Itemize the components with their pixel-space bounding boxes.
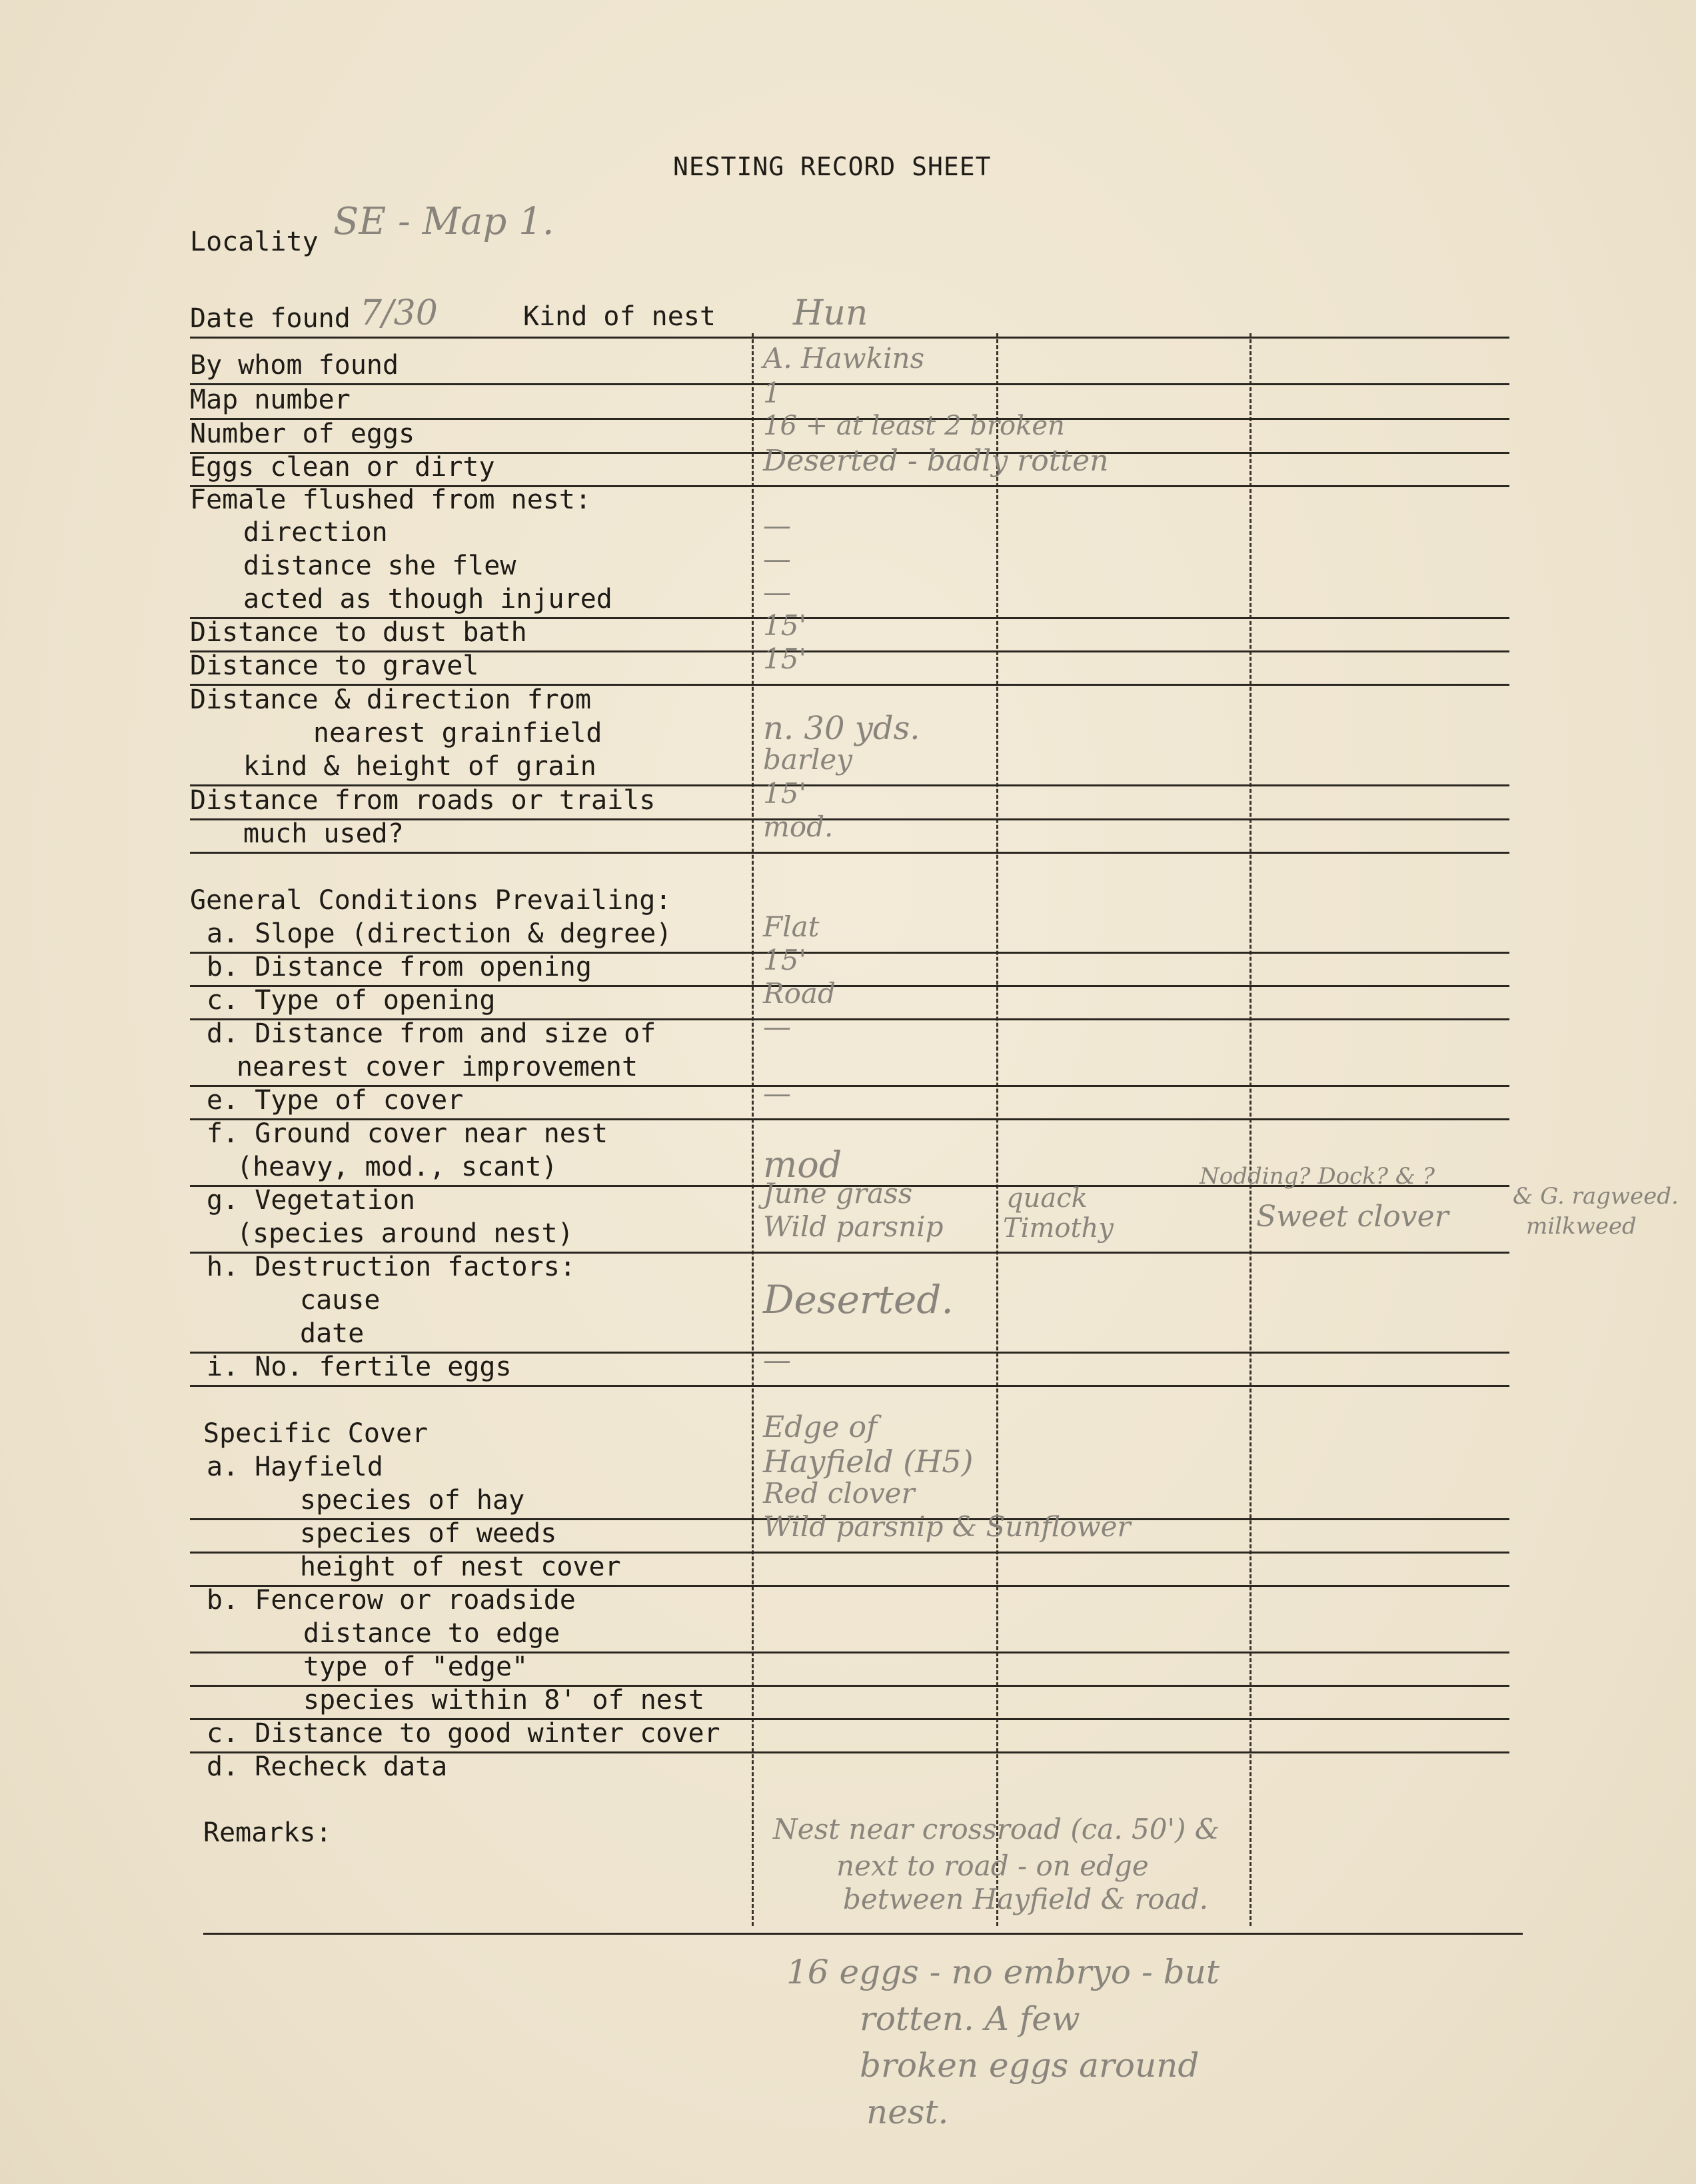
field-value: n. 30 yds. bbox=[763, 710, 920, 747]
field-label: kind & height of grain bbox=[243, 751, 596, 782]
field-value: Hayfield (H5) bbox=[763, 1444, 974, 1480]
field-value: 1 bbox=[763, 377, 781, 409]
field-label: Map number bbox=[190, 385, 351, 415]
field-value: — bbox=[763, 576, 791, 608]
field-value: 15' bbox=[763, 944, 806, 976]
field-label: acted as though injured bbox=[243, 584, 612, 614]
field-label: c. Type of opening bbox=[207, 985, 496, 1016]
remarks-line-2: next to road - on edge bbox=[836, 1849, 1149, 1882]
field-value: — bbox=[763, 509, 791, 542]
field-label: Female flushed from nest: bbox=[190, 485, 592, 515]
field-label: Specific Cover bbox=[203, 1418, 428, 1449]
column-divider bbox=[752, 333, 754, 1926]
footnote-line-4: nest. bbox=[866, 2093, 949, 2131]
field-label: Distance to dust bath bbox=[190, 617, 527, 648]
field-value: Wild parsnip bbox=[763, 1210, 944, 1243]
vegetation-col3-b: Sweet clover bbox=[1256, 1200, 1449, 1234]
field-label: height of nest cover bbox=[300, 1552, 621, 1582]
field-label: much used? bbox=[243, 818, 404, 849]
field-value: Edge of bbox=[763, 1410, 878, 1444]
rule-line bbox=[190, 383, 1509, 385]
remarks-line-3: between Hayfield & road. bbox=[843, 1883, 1208, 1915]
field-label: d. Recheck data bbox=[207, 1751, 448, 1782]
field-label: (species around nest) bbox=[237, 1218, 574, 1249]
field-value: mod. bbox=[763, 810, 834, 843]
field-label: distance to edge bbox=[303, 1618, 560, 1649]
field-value: 16 + at least 2 broken bbox=[763, 411, 1065, 441]
rule-line bbox=[190, 852, 1509, 854]
field-label: direction bbox=[243, 517, 388, 548]
locality-value: SE - Map 1. bbox=[333, 200, 554, 243]
rule-line bbox=[190, 1385, 1509, 1387]
field-value: 15' bbox=[763, 777, 806, 810]
sheet-title: NESTING RECORD SHEET bbox=[673, 152, 992, 181]
field-label: b. Distance from opening bbox=[207, 952, 592, 982]
kind-of-nest-label: Kind of nest bbox=[523, 301, 716, 332]
rule-line bbox=[203, 1933, 1523, 1935]
field-label: species of hay bbox=[300, 1485, 525, 1516]
field-value: barley bbox=[763, 743, 853, 776]
field-value: Deserted - badly rotten bbox=[763, 444, 1109, 478]
vegetation-col4-a: & G. ragweed. bbox=[1513, 1183, 1679, 1210]
footnote-line-1: 16 eggs - no embryo - but bbox=[786, 1953, 1220, 1991]
remarks-line-1: Nest near crossroad (ca. 50') & bbox=[773, 1813, 1220, 1845]
field-value: 15' bbox=[763, 609, 806, 642]
field-label: Number of eggs bbox=[190, 419, 415, 449]
field-label: c. Distance to good winter cover bbox=[207, 1718, 720, 1749]
rule-line bbox=[190, 337, 1509, 339]
column-divider bbox=[996, 333, 998, 1926]
field-label: a. Hayfield bbox=[207, 1452, 383, 1482]
field-label: species of weeds bbox=[300, 1518, 557, 1549]
field-label: Distance from roads or trails bbox=[190, 785, 656, 816]
field-label: i. No. fertile eggs bbox=[207, 1352, 512, 1382]
field-label: distance she flew bbox=[243, 550, 516, 581]
field-value: Wild parsnip & Sunflower bbox=[763, 1510, 1131, 1543]
field-label: General Conditions Prevailing: bbox=[190, 885, 672, 916]
field-label: date bbox=[300, 1318, 365, 1349]
field-label: a. Slope (direction & degree) bbox=[207, 918, 672, 949]
field-value: A. Hawkins bbox=[763, 342, 925, 375]
field-label: nearest cover improvement bbox=[237, 1052, 638, 1082]
field-label: f. Ground cover near nest bbox=[207, 1118, 608, 1149]
field-label: (heavy, mod., scant) bbox=[237, 1152, 558, 1182]
vegetation-col2-b: Timothy bbox=[1003, 1213, 1114, 1244]
field-value: — bbox=[763, 1010, 791, 1043]
field-label: type of "edge" bbox=[303, 1651, 528, 1682]
vegetation-col2-a: quack bbox=[1006, 1183, 1088, 1214]
vegetation-col3-a: Nodding? Dock? & ? bbox=[1200, 1163, 1435, 1190]
kind-of-nest-value: Hun bbox=[793, 293, 868, 333]
field-label: Eggs clean or dirty bbox=[190, 452, 495, 483]
field-label: h. Destruction factors: bbox=[207, 1252, 576, 1282]
field-label: species within 8' of nest bbox=[303, 1685, 705, 1715]
field-value: Red clover bbox=[763, 1477, 915, 1510]
field-value: — bbox=[763, 1077, 791, 1110]
field-value: — bbox=[763, 1344, 791, 1376]
date-found-value: 7/30 bbox=[360, 293, 438, 333]
remarks-label: Remarks: bbox=[203, 1817, 332, 1848]
field-value: 15' bbox=[763, 642, 806, 675]
field-value: — bbox=[763, 543, 791, 575]
field-label: e. Type of cover bbox=[207, 1085, 464, 1116]
field-value: Flat bbox=[763, 910, 820, 943]
field-label: d. Distance from and size of bbox=[207, 1018, 656, 1049]
field-label: g. Vegetation bbox=[207, 1185, 416, 1216]
field-value: Deserted. bbox=[763, 1277, 954, 1322]
footnote-line-2: rotten. A few bbox=[860, 1999, 1080, 2038]
field-label: Distance & direction from bbox=[190, 684, 592, 715]
field-value: mod bbox=[763, 1144, 842, 1186]
field-label: b. Fencerow or roadside bbox=[207, 1585, 576, 1616]
field-value: June grass bbox=[763, 1177, 913, 1210]
field-label: cause bbox=[300, 1285, 381, 1316]
field-label: nearest grainfield bbox=[313, 718, 602, 748]
column-divider bbox=[1250, 333, 1252, 1926]
vegetation-col4-b: milkweed bbox=[1526, 1213, 1637, 1240]
date-found-label: Date found bbox=[190, 303, 351, 334]
field-label: By whom found bbox=[190, 350, 399, 381]
locality-label: Locality bbox=[190, 227, 319, 257]
field-label: Distance to gravel bbox=[190, 650, 479, 681]
field-value: Road bbox=[763, 977, 836, 1010]
footnote-line-3: broken eggs around bbox=[860, 2046, 1200, 2085]
